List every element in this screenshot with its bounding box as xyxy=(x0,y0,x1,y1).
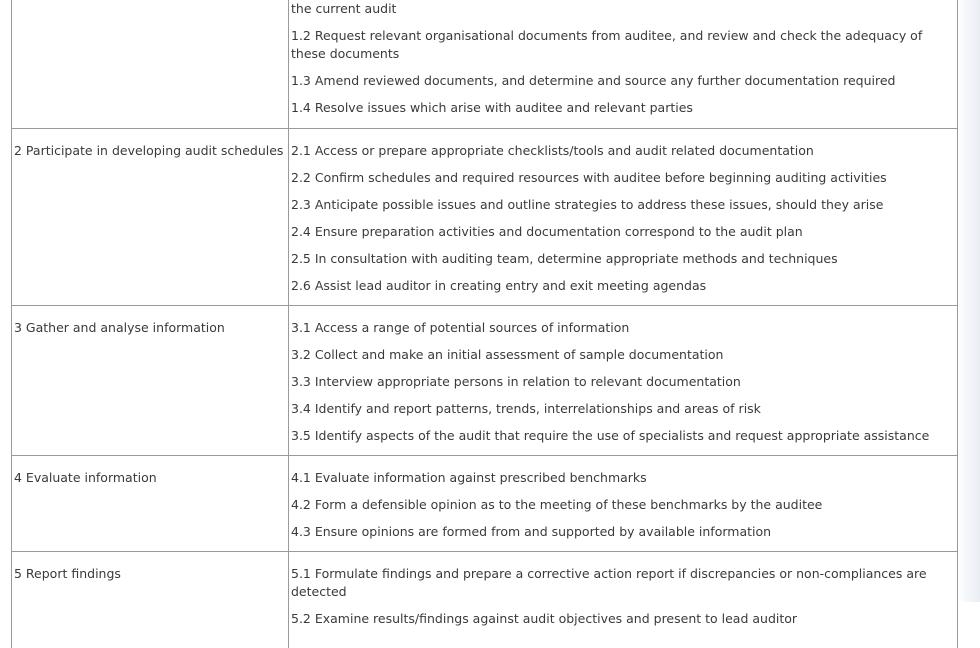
criteria-cell xyxy=(289,456,958,552)
elements-criteria-table xyxy=(11,0,958,648)
criterion: 2.5 In consultation with auditing team, determine appropriate methods and techniques xyxy=(291,250,949,268)
table-row xyxy=(12,0,958,129)
criterion: 4.2 Form a defensible opinion as to the meeting of these benchmarks by the auditee xyxy=(291,496,949,514)
scroll-edge-shadow xyxy=(958,0,980,602)
criterion: 1.4 Resolve issues which arise with auditee and relevant parties xyxy=(291,99,949,117)
element-title: 2 Participate in developing audit schedules xyxy=(14,142,288,160)
criteria-cell xyxy=(289,0,958,129)
criterion: 2.3 Anticipate possible issues and outline strategies to address these issues, should they arise xyxy=(291,196,949,214)
criterion: 3.1 Access a range of potential sources of information xyxy=(291,319,949,337)
criterion: 2.6 Assist lead auditor in creating entry and exit meeting agendas xyxy=(291,277,949,295)
criterion: 1.2 Request relevant organisational documents from auditee, and review and check the adequacy of these documents xyxy=(291,27,949,63)
table-row xyxy=(12,552,958,648)
criterion: 4.1 Evaluate information against prescribed benchmarks xyxy=(291,469,949,487)
element-cell xyxy=(12,0,289,129)
element-title: 4 Evaluate information xyxy=(14,469,288,487)
element-title: 3 Gather and analyse information xyxy=(14,319,288,337)
criterion: 3.2 Collect and make an initial assessment of sample documentation xyxy=(291,346,949,364)
criterion: 2.2 Confirm schedules and required resources with auditee before beginning auditing activities xyxy=(291,169,949,187)
table-row xyxy=(12,306,958,456)
criterion: 1.3 Amend reviewed documents, and determine and source any further documentation required xyxy=(291,72,949,90)
element-title: 5 Report findings xyxy=(14,565,288,583)
criterion: 5.1 Formulate findings and prepare a corrective action report if discrepancies or non-compliances are detected xyxy=(291,565,949,601)
criterion: 4.3 Ensure opinions are formed from and supported by available information xyxy=(291,523,949,541)
element-cell xyxy=(12,456,289,552)
criterion: 2.1 Access or prepare appropriate checklists/tools and audit related documentation xyxy=(291,142,949,160)
table-row xyxy=(12,456,958,552)
element-cell xyxy=(12,306,289,456)
criteria-cell xyxy=(289,129,958,306)
criterion: 3.5 Identify aspects of the audit that require the use of specialists and request appropriate assistance xyxy=(291,427,949,445)
criterion: 3.3 Interview appropriate persons in relation to relevant documentation xyxy=(291,373,949,391)
element-cell xyxy=(12,129,289,306)
criterion: 3.4 Identify and report patterns, trends, interrelationships and areas of risk xyxy=(291,400,949,418)
criterion: 5.2 Examine results/findings against audit objectives and present to lead auditor xyxy=(291,610,949,628)
element-cell xyxy=(12,552,289,648)
criteria-cell xyxy=(289,306,958,456)
table-row xyxy=(12,129,958,306)
criterion: the current audit xyxy=(291,0,949,18)
criteria-cell xyxy=(289,552,958,648)
criterion: 2.4 Ensure preparation activities and documentation correspond to the audit plan xyxy=(291,223,949,241)
